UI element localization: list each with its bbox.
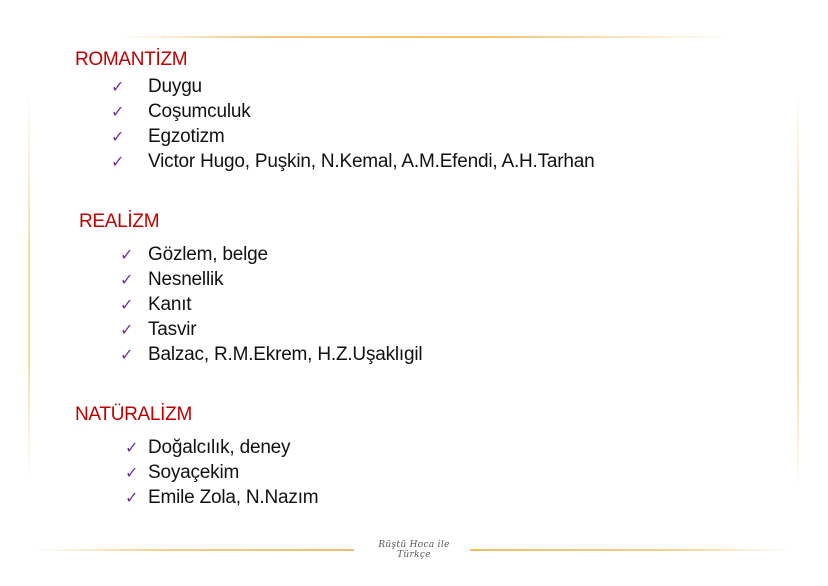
list-item: ✓ Tasvir: [120, 319, 197, 340]
top-gold-rule: [120, 36, 730, 38]
section-title-romantizm: ROMANTİZM: [75, 49, 188, 70]
checkmark-icon: ✓: [111, 127, 125, 146]
list-item: ✓ Duygu: [111, 76, 202, 97]
checkmark-icon: ✓: [120, 245, 134, 264]
checkmark-icon: ✓: [120, 270, 134, 289]
section-title-realizm: REALİZM: [79, 211, 160, 232]
list-item: ✓ Gözlem, belge: [120, 244, 268, 265]
list-item: ✓ Emile Zola, N.Nazım: [125, 487, 319, 508]
list-item: ✓ Nesnellik: [120, 269, 224, 290]
list-item: ✓ Egzotizm: [111, 126, 225, 147]
bottom-gold-rule-left: [34, 549, 354, 551]
checkmark-icon: ✓: [125, 438, 139, 457]
checkmark-icon: ✓: [125, 488, 139, 507]
checkmark-icon: ✓: [111, 102, 125, 121]
romantizm-list: [111, 74, 595, 174]
checkmark-icon: ✓: [125, 463, 139, 482]
checkmark-icon: ✓: [120, 345, 134, 364]
checkmark-icon: ✓: [120, 320, 134, 339]
signature-text: Rüştü Hoca ile Türkçe: [378, 540, 450, 560]
right-gold-line: [797, 90, 799, 490]
list-item: ✓ Victor Hugo, Puşkin, N.Kemal, A.M.Efendi, A.H.Tarhan: [111, 151, 595, 172]
section-title-naturalizm: NATÜRALİZM: [75, 404, 192, 425]
checkmark-icon: ✓: [120, 295, 134, 314]
list-item: ✓ Kanıt: [120, 294, 192, 315]
realizm-list: [120, 242, 422, 367]
checkmark-icon: ✓: [111, 77, 125, 96]
list-item: ✓ Balzac, R.M.Ekrem, H.Z.Uşaklıgil: [120, 344, 423, 365]
list-item: ✓ Doğalcılık, deney: [125, 437, 291, 458]
checkmark-icon: ✓: [111, 152, 125, 171]
list-item: ✓ Soyaçekim: [125, 462, 240, 483]
left-gold-line: [28, 90, 30, 480]
list-item: ✓ Coşumculuk: [111, 101, 251, 122]
naturalizm-list: [125, 435, 318, 510]
bottom-gold-rule-right: [470, 549, 792, 551]
